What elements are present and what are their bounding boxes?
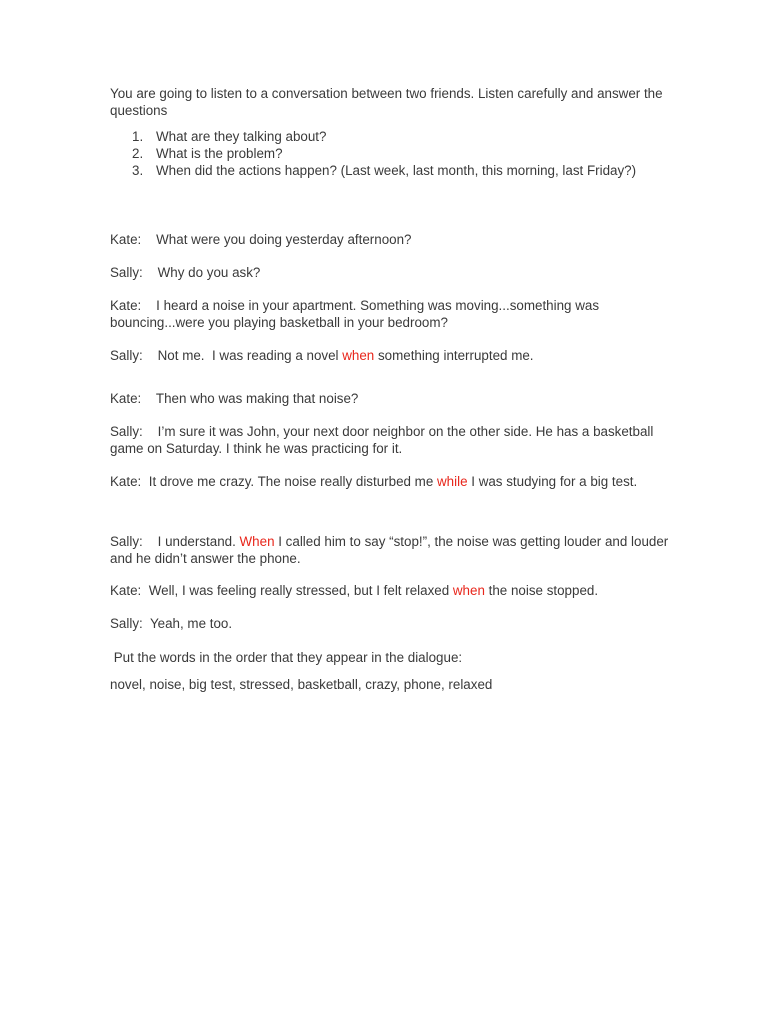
speaker-name: Kate: [110,391,142,406]
dialogue-line [110,347,670,364]
word-list: novel, noise, big test, stressed, basketball, crazy, phone, relaxed [110,677,493,692]
speaker-name: Kate: [110,583,142,598]
dialogue-text: Well, I was feeling really stressed, but I felt relaxed [148,583,453,598]
question-number: 1. [132,129,144,144]
highlighted-word: when [452,583,485,598]
dialogue-line [110,264,670,281]
dialogue-text: I’m sure it was John, your next door neighbor on the other side. He has a basketball game on Saturday. I think he was practicing for it. [110,424,654,456]
question-text: When did the actions happen? (Last week, last month, this morning, last Friday?) [156,163,637,178]
dialogue-text: something interrupted me. [374,348,534,363]
dialogue-text: Then who was making that noise? [155,391,359,406]
dialogue-text: the noise stopped. [484,583,599,598]
speaker-name: Kate: [110,232,142,247]
speaker-name: Sally: [110,348,143,363]
dialogue-line [110,582,670,599]
dialogue-text: It drove me crazy. The noise really disturbed me [148,474,438,489]
question-list [110,128,670,179]
dialogue-line [110,297,670,331]
dialogue-text: I was studying for a big test. [467,474,638,489]
speaker-name: Sally: [110,265,143,280]
dialogue-line [110,423,670,457]
dialogue-text: What were you doing yesterday afternoon? [156,232,412,247]
dialogue-line [110,615,670,632]
question-text: What are they talking about? [156,129,327,144]
dialogue-text: Yeah, me too. [149,616,233,631]
highlighted-word: When [239,534,275,549]
question-text: What is the problem? [156,146,283,161]
dialogue-line [110,533,670,567]
highlighted-word: when [342,348,375,363]
question-item [110,145,670,162]
dialogue-text: I understand. [157,534,240,549]
dialogue-line [110,231,670,248]
speaker-name: Kate: [110,298,142,313]
intro-text: You are going to listen to a conversation between two friends. Listen carefully and answer the questions [110,86,663,118]
speaker-name: Sally: [110,424,143,439]
highlighted-word: while [437,474,468,489]
dialogue-line [110,390,670,407]
speaker-name: Kate: [110,474,142,489]
speaker-name: Sally: [110,534,143,549]
question-item [110,162,670,179]
dialogue-line [110,473,670,490]
speaker-name: Sally: [110,616,143,631]
question-number: 3. [132,163,144,178]
dialogue-text: I called him to say “stop!”, the noise was getting louder and louder and he didn’t answer the phone. [110,534,669,566]
dialogue-text: Not me. I was reading a novel [157,348,343,363]
dialogue-text: Why do you ask? [157,265,261,280]
dialogue-text: I heard a noise in your apartment. Something was moving...something was bouncing...were you playing basketball in your bedroom? [110,298,600,330]
question-number: 2. [132,146,144,161]
question-item [110,128,670,145]
task-instruction: Put the words in the order that they appear in the dialogue: [110,650,463,665]
